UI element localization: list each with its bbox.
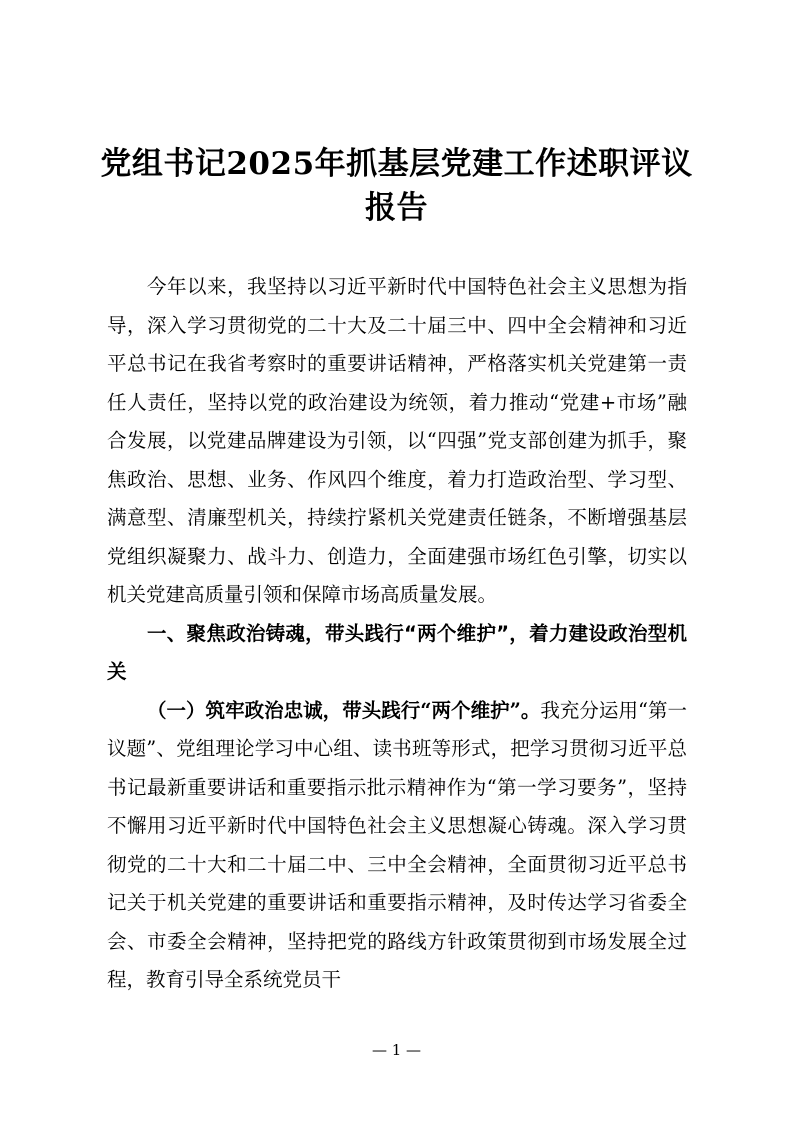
subsection-1-heading: （一）筑牢政治忠诚，带头践行“两个维护”。 (147, 698, 541, 722)
document-title: 党组书记2025年抓基层党建工作述职评议报告 (100, 146, 693, 226)
subsection-1-body: 我充分运用“第一议题”、党组理论学习中心组、读书班等形式，把学习贯彻习近平总书记最新重要讲话和重要指示批示精神作为“第一学习要务”，坚持不懈用习近平新时代中国特色社会主义思想凝心铸魂。深入学习贯彻党的二十大和二十届二中、三中全会精神，全面贯彻习近平总书记关于机关党建的重要讲话和重要指示精神，及时传达学习省委全会、市委全会精神，坚持把党的路线方针政策贯彻到市场发展全过程，教育引导全系统党员干 (107, 698, 687, 991)
page-number: — 1 — (371, 1041, 422, 1059)
intro-paragraph: 今年以来，我坚持以习近平新时代中国特色社会主义思想为指导，深入学习贯彻党的二十大及二十届三中、四中全会精神和习近平总书记在我省考察时的重要讲话精神，严格落实机关党建第一责任人责任，坚持以党的政治建设为统领，着力推动“党建+市场”融合发展，以党建品牌建设为引领，以“四强”党支部创建为抓手，聚焦政治、思想、业务、作风四个维度，着力打造政治型、学习型、满意型、清廉型机关，持续拧紧机关党建责任链条，不断增强基层党组织凝聚力、战斗力、创造力，全面建强市场红色引擎，切实以机关党建高质量引领和保障市场高质量发展。 (107, 275, 687, 606)
subsection-1-paragraph (107, 692, 687, 1000)
section-1-heading: 一、聚焦政治铸魂，带头践行“两个维护”，着力建设政治型机关 (107, 621, 687, 683)
document-body (107, 268, 687, 1000)
